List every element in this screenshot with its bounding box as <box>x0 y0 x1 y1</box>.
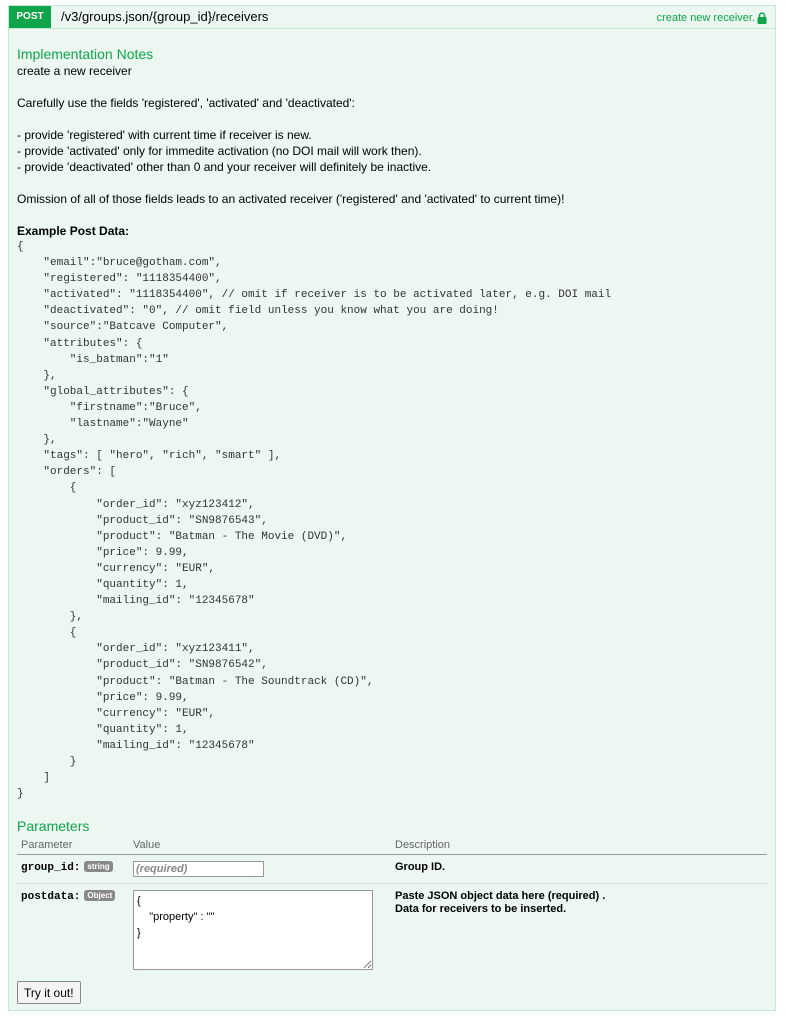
column-header-parameter: Parameter <box>17 835 129 855</box>
parameter-description-detail: Data for receivers to be inserted. <box>395 903 567 916</box>
postdata-textarea[interactable] <box>133 890 373 970</box>
parameters-title: Parameters <box>17 818 90 835</box>
column-header-description: Description <box>391 835 767 855</box>
parameter-row-postdata <box>17 884 767 980</box>
implementation-notes-title: Implementation Notes <box>17 46 154 62</box>
column-header-value: Value <box>129 835 391 855</box>
parameters-table <box>17 835 767 979</box>
parameter-description: Group ID. <box>391 855 767 884</box>
operation-summary-link[interactable]: create new receiver. <box>656 12 755 24</box>
lock-icon[interactable] <box>757 12 767 24</box>
group-id-input[interactable] <box>133 861 264 877</box>
operation-heading[interactable] <box>9 6 775 29</box>
implementation-notes-text: create a new receiver Carefully use the fields 'registered', 'activated' and 'deactivated': - provide 'registered' with current time if receiver is new. - provide 'activated' only for immedite activation (no DOI mail will work then). - provide 'deactivated' other than 0 and your receiver will definitely be inactive. Omission of all of those fields leads to an activated receiver ('registered' and 'activated' to current time)! <box>17 64 565 206</box>
example-post-data-code: { "email":"bruce@gotham.com", "registered": "1118354400", "activated": "1118354400", // omit if receiver is to be activated later, e.g. DOI mail "deactivated": "0", // omit field unless you know what you are doing! "source":"Batcave Computer", "attributes": { "is_batman":"1" }, "global_attributes": { "firstname":"Bruce", "lastname":"Wayne" }, "tags": [ "hero", "rich", "smart" ], "orders": [ { "order_id": "xyz123412", "product_id": "SN9876543", "product": "Batman - The Movie (DVD)", "price": 9.99, "currency": "EUR", "quantity": 1, "mailing_id": "12345678" }, { "order_id": "xyz123411", "product_id": "SN9876542", "product": "Batman - The Soundtrack (CD)", "price": 9.99, "currency": "EUR", "quantity": 1, "mailing_id": "12345678" } ] } <box>17 241 612 801</box>
parameter-type-badge: string <box>84 861 112 872</box>
operation-panel <box>8 5 776 1011</box>
try-it-out-button[interactable]: Try it out! <box>17 981 81 1004</box>
parameter-row-group-id <box>17 855 767 884</box>
operation-content <box>17 46 769 1000</box>
parameter-name: postdata: <box>21 891 81 904</box>
example-post-data-label: Example Post Data: <box>17 224 130 238</box>
http-method-badge[interactable]: POST <box>9 6 51 28</box>
endpoint-path-link[interactable]: /v3/groups.json/{group_id}/receivers <box>61 9 269 24</box>
parameter-description: Paste JSON object data here (required) . <box>395 890 606 903</box>
parameter-type-badge: Object <box>84 890 115 901</box>
parameter-name: group_id: <box>21 862 81 875</box>
